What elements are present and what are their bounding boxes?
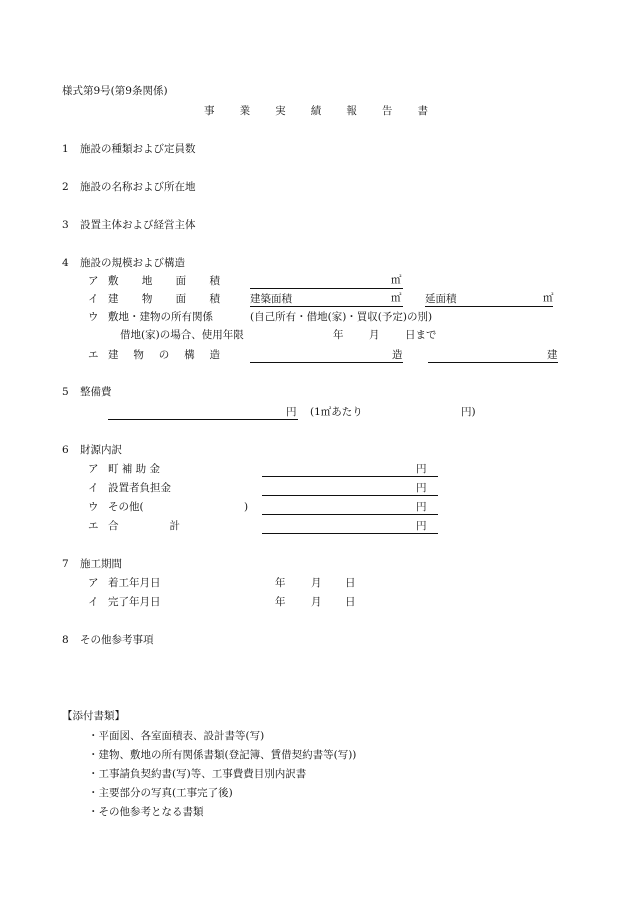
funding-row-kana: ウ [88,501,99,513]
building-area-line[interactable] [250,306,403,307]
attachment-item: ・主要部分の写真(工事完了後) [88,787,233,799]
total-label: 合 計 [108,520,180,532]
cost-per-sqm-label: (1㎡あたり [310,406,363,418]
other-funding-close: ) [244,501,249,513]
owner-burden-label: 設置者負担金 [108,482,171,494]
subsidy-label: 町 補 助 金 [108,463,161,475]
funding-row-kana: イ [88,482,99,494]
section-1-number: 1 [62,143,69,155]
attachment-item: ・建物、敷地の所有関係書類(登記簿、賃借契約書等(写)) [88,749,357,761]
ownership-note: (自己所有・借地(家)・買収(予定)の別) [250,311,433,323]
section-2-label: 施設の名称および所在地 [80,181,196,193]
floor-area-label: 延面積 [425,293,457,305]
title-char: 報 [346,105,357,117]
building-area-kana: イ [88,293,99,305]
subsidy-line[interactable] [262,476,438,477]
cost-yen: 円 [286,406,297,418]
floors-line[interactable] [428,362,558,363]
start-month-label: 月 [311,577,322,589]
form-number: 様式第9号(第9条関係) [62,85,168,97]
section-2-number: 2 [62,181,69,193]
structure-suffix-1: 造 [392,349,403,361]
site-area-kana: ア [88,275,99,287]
start-day-label: 日 [345,577,356,589]
section-8-label: その他参考事項 [80,634,154,646]
cost-line[interactable] [108,419,298,420]
completion-month-label: 月 [311,596,322,608]
site-area-unit: ㎡ [391,274,402,286]
site-area-line[interactable] [250,288,403,289]
lease-until-label: 日まで [405,329,437,341]
ownership-label: 敷地・建物の所有関係 [108,311,213,323]
total-yen: 円 [416,520,427,532]
start-year-label: 年 [275,577,286,589]
site-area-label: 敷 地 面 積 [108,275,220,287]
other-funding-label: その他( [108,501,144,513]
structure-suffix-2: 建 [547,349,558,361]
title-char: 績 [310,105,322,117]
title-char: 告 [381,105,393,117]
building-area-unit: ㎡ [391,292,402,304]
lease-term-label: 借地(家)の場合、使用年限 [120,329,244,341]
title-char: 事 [204,105,215,117]
building-area-sub-label: 建築面積 [250,293,292,305]
floor-area-line[interactable] [425,306,553,307]
structure-label: 建 物 の 構 造 [108,349,220,361]
attachments-heading: 【添付書類】 [62,710,125,722]
section-4-label: 施設の規模および構造 [80,257,185,269]
owner-burden-yen: 円 [416,482,427,494]
cost-per-sqm-yen: 円) [461,406,476,418]
other-funding-line[interactable] [262,514,438,515]
structure-kana: エ [88,349,99,361]
subsidy-yen: 円 [416,463,427,475]
period-row-kana: イ [88,596,99,608]
completion-date-label: 完了年月日 [108,596,161,608]
section-7-number: 7 [62,558,69,570]
section-4-number: 4 [62,257,69,269]
section-3-label: 設置主体および経営主体 [80,219,196,231]
section-5-number: 5 [62,386,69,398]
document-title [204,104,428,118]
title-char: 業 [239,105,251,117]
owner-burden-line[interactable] [262,495,438,496]
attachment-item: ・工事請負契約書(写)等、工事費費目別内訳書 [88,768,307,780]
section-5-label: 整備費 [80,386,112,398]
period-row-kana: ア [88,577,99,589]
floor-area-unit: ㎡ [543,292,554,304]
lease-month-label: 月 [369,329,380,341]
start-date-label: 着工年月日 [108,577,161,589]
section-1-label: 施設の種類および定員数 [80,143,196,155]
attachment-item: ・その他参考となる書類 [88,806,204,818]
section-6-number: 6 [62,444,69,456]
total-line[interactable] [262,533,438,534]
other-funding-yen: 円 [416,501,427,513]
ownership-kana: ウ [88,311,99,323]
lease-year-label: 年 [333,329,344,341]
building-area-label: 建 物 面 積 [108,293,220,305]
attachment-item: ・平面図、各室面積表、設計書等(写) [88,730,265,742]
completion-day-label: 日 [345,596,356,608]
section-8-number: 8 [62,634,69,646]
title-char: 実 [275,105,286,117]
title-char: 書 [417,105,428,117]
completion-year-label: 年 [275,596,286,608]
funding-row-kana: エ [88,520,99,532]
structure-line[interactable] [250,362,403,363]
section-6-label: 財源内訳 [80,444,122,456]
section-7-label: 施工期間 [80,558,122,570]
funding-row-kana: ア [88,463,99,475]
section-3-number: 3 [62,219,69,231]
